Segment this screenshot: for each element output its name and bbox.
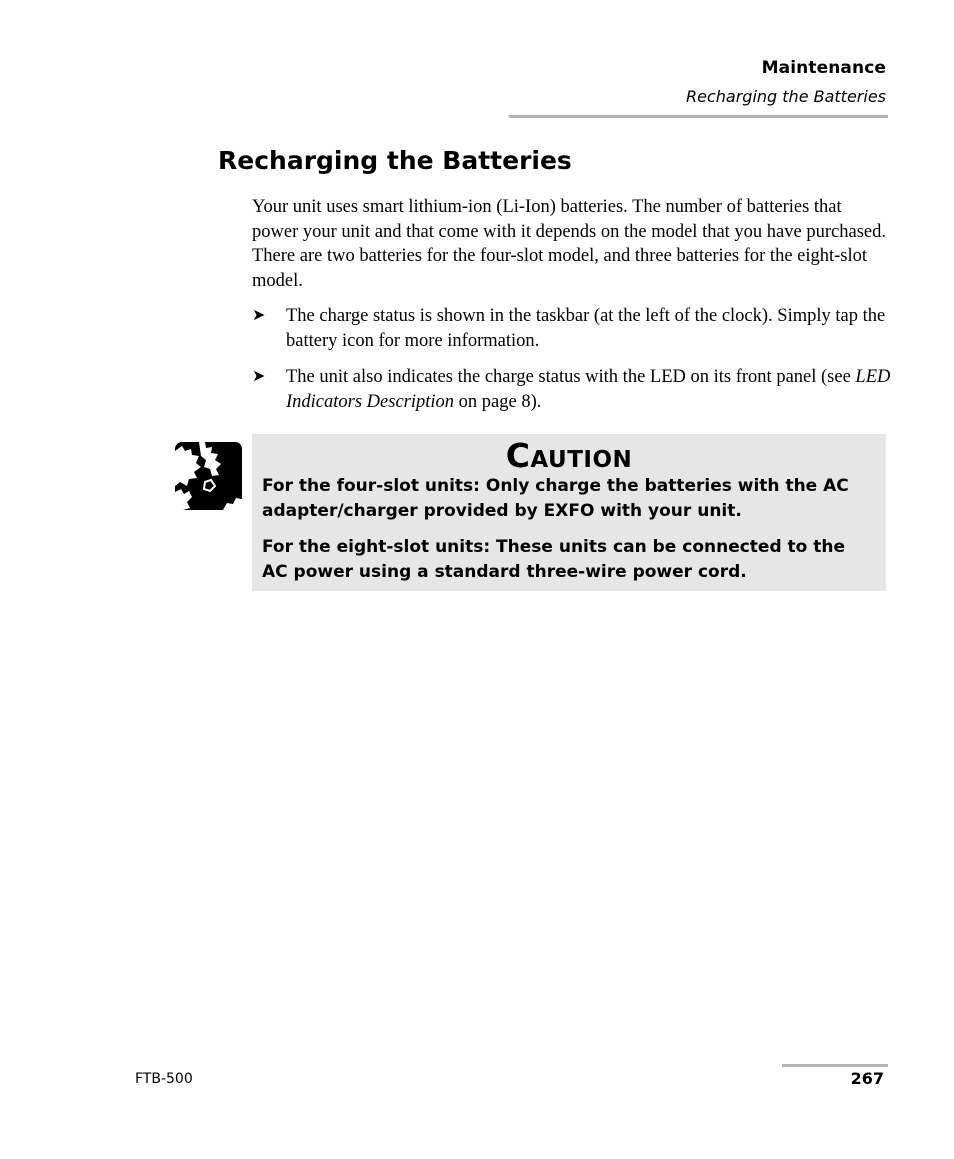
list-item-text (286, 365, 891, 414)
footer-rule (782, 1064, 888, 1067)
caution-paragraph: For the four-slot units: Only charge the batteries with the AC adapter/charger provided by EXFO with your unit. (262, 476, 849, 521)
intro-paragraph: Your unit uses smart lithium-ion (Li-Ion) batteries. The number of batteries that power your unit and that come with it depends on the model that you have purchased. There are two batteries for the four-slot model, and three batteries for the eight-slot model. (252, 197, 886, 292)
caution-paragraph: For the eight-slot units: These units can be connected to the AC power using a standard three-wire power cord. (262, 537, 846, 582)
list-item-text: The charge status is shown in the taskbar (at the left of the clock). Simply tap the battery icon for more information. (286, 306, 886, 351)
list-item-text-end: on page 8). (454, 391, 542, 412)
list-item-text-start: The unit also indicates the charge status with the LED on its front panel (see (286, 367, 856, 387)
bullet-arrow-icon: ➤ (252, 307, 266, 324)
caution-title: Caution (505, 436, 633, 475)
caution-hand-icon (175, 442, 242, 510)
running-header-section: Recharging the Batteries (686, 87, 886, 106)
section-title: Recharging the Batteries (218, 146, 572, 175)
bullet-arrow-icon: ➤ (252, 368, 266, 385)
header-rule (509, 115, 888, 118)
running-header-chapter: Maintenance (761, 58, 886, 78)
cross-reference-link[interactable]: LED Indicators Description (286, 367, 891, 412)
caution-box (252, 434, 886, 591)
page-number: 267 (850, 1069, 884, 1088)
footer-product-name: FTB-500 (135, 1071, 193, 1087)
